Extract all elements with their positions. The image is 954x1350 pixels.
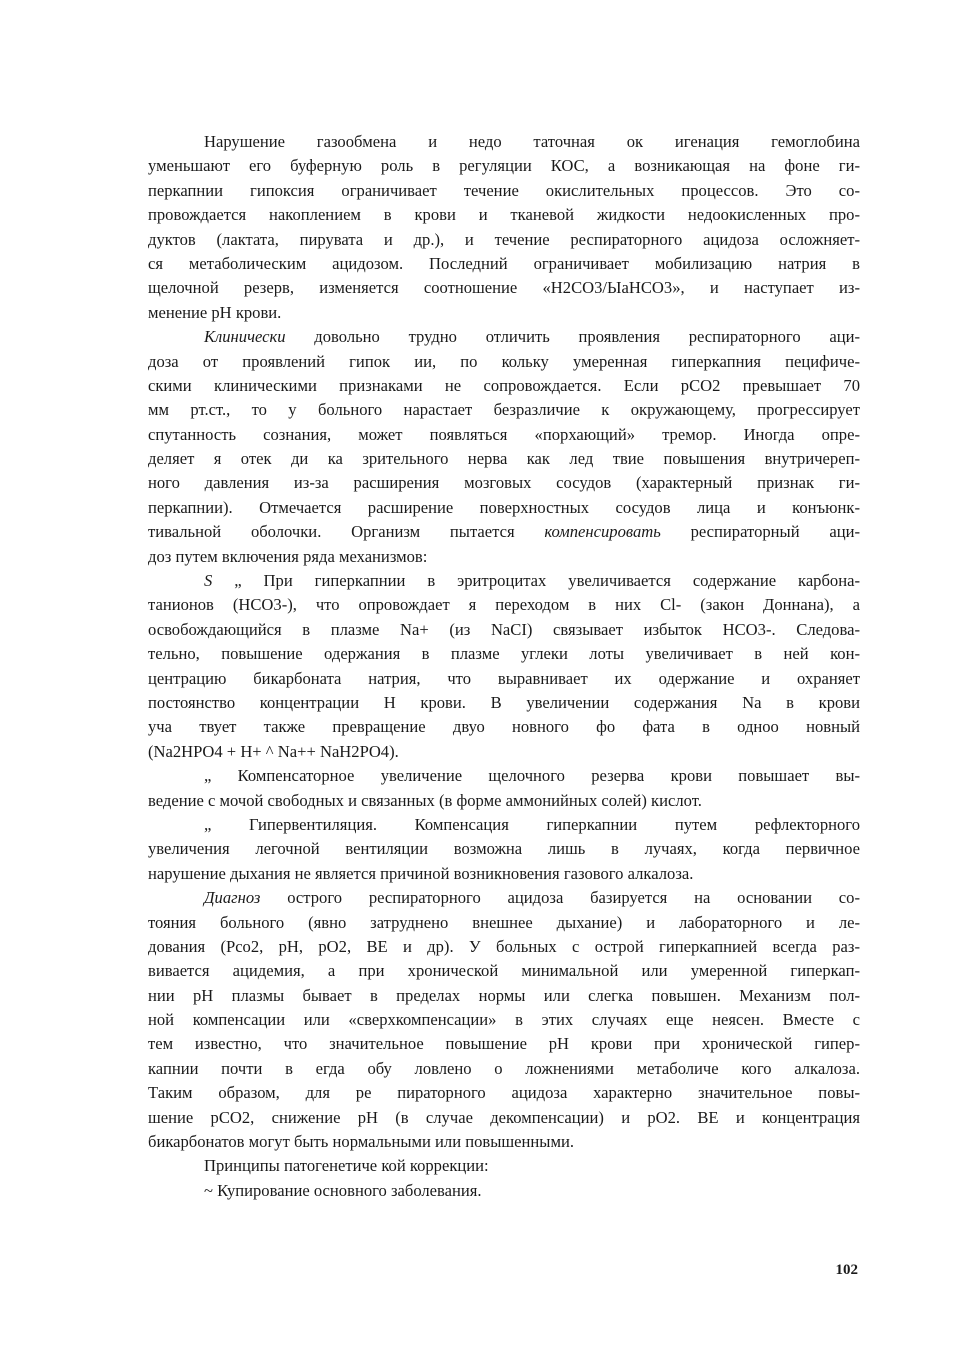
line-text: доза от проявлений гипок ии, по кольку умеренная гиперкапния пецифиче- bbox=[148, 351, 860, 371]
line-text: спутанность сознания, может появляться «порхающий» тремор. Иногда опре- bbox=[148, 424, 860, 444]
text-line bbox=[148, 959, 860, 983]
text-line bbox=[148, 667, 860, 691]
line-text: бикарбонатов могут быть нормальными или повышенными. bbox=[148, 1132, 574, 1152]
line-text: центрацию бикарбоната натрия, что выравнивает их одержание и охраняет bbox=[148, 668, 860, 688]
line-text: скими клиническими признаками не сопровождается. Если рСО2 превышает 70 bbox=[148, 375, 860, 395]
body-text bbox=[148, 130, 860, 1203]
line-text: довольно трудно отличить проявления респираторного аци- bbox=[285, 327, 860, 347]
page-number: 102 bbox=[835, 1262, 858, 1278]
text-line bbox=[148, 203, 860, 227]
text-line bbox=[148, 228, 860, 252]
line-text: Нарушение газообмена и недо таточная ок игенация гемоглобина bbox=[204, 132, 860, 151]
text-line bbox=[148, 1057, 860, 1081]
text-line bbox=[148, 496, 860, 520]
text-line bbox=[148, 984, 860, 1008]
line-text: мм рт.ст., то у больного нарастает безразличие к окружающему, прогрессирует bbox=[148, 400, 860, 420]
line-text: увеличения легочной вентиляции возможна лишь в лучаях, когда первичное bbox=[148, 839, 860, 859]
line-text: провождается накоплением в крови и тканевой жидкости недоокисленных про- bbox=[148, 205, 860, 225]
line-text: тояния больного (явно затруднено внешнее дыхание) и лабораторного и ле- bbox=[148, 912, 860, 932]
line-text: Таким образом, для ре пираторного ацидоза характерно значительное повы- bbox=[148, 1083, 860, 1103]
text-line bbox=[148, 862, 860, 886]
line-text: щелочной резерв, изменяется соотношение «H2CO3/ЫаНСО3», и наступает из- bbox=[148, 278, 860, 298]
text-line bbox=[148, 1081, 860, 1105]
text-line bbox=[148, 1106, 860, 1130]
text-line bbox=[148, 569, 860, 593]
text-line bbox=[148, 350, 860, 374]
line-text: нарушение дыхания не является причиной возникновения газового алкалоза. bbox=[148, 863, 694, 883]
line-text: ведение с мочой свободных и связанных (в форме аммонийных солей) кислот. bbox=[148, 790, 702, 810]
text-line bbox=[148, 471, 860, 495]
line-text: „ Гипервентиляция. Компенсация гиперкапнии путем рефлекторного bbox=[204, 814, 860, 834]
line-text: ся метаболическим ацидозом. Последний ограничивает мобилизацию натрия в bbox=[148, 253, 860, 273]
line-text: перкапнии гипоксия ограничивает течение окислительных процессов. Это со- bbox=[148, 180, 860, 200]
text-line bbox=[148, 813, 860, 837]
text-line bbox=[148, 740, 860, 764]
line-text: (Na2HPO4 + H+ ^ Na++ NaH2PO4). bbox=[148, 741, 399, 761]
italic-term: Клинически bbox=[204, 327, 286, 347]
line-text: уменьшают его буферную роль в регуляции КОС, а возникающая на фоне ги- bbox=[148, 156, 860, 176]
line-text: вивается ацидемия, а при хронической минимальной или умеренной гиперкап- bbox=[148, 961, 860, 981]
line-text: тельно, повышение одержания в плазме углеки лоты увеличивает в ней кон- bbox=[148, 644, 860, 664]
line-text: Принципы патогенетиче кой коррекции: bbox=[204, 1156, 489, 1176]
text-line bbox=[148, 935, 860, 959]
text-line bbox=[148, 691, 860, 715]
text-line bbox=[148, 374, 860, 398]
line-text: ной компенсации или «сверхкомпенсации» в этих случаях еще неясен. Вместе с bbox=[148, 1010, 860, 1030]
text-line bbox=[148, 398, 860, 422]
text-line bbox=[148, 911, 860, 935]
line-text: капнии почти в егда обу ловлено о ложнениями метаболиче кого алкалоза. bbox=[148, 1058, 860, 1078]
text-line bbox=[148, 520, 860, 544]
text-line bbox=[148, 837, 860, 861]
text-line bbox=[148, 715, 860, 739]
text-line bbox=[148, 764, 860, 788]
line-text: танионов (НСО3-), что опровождает я переходом в них Cl- (закон Доннана), а bbox=[148, 595, 860, 615]
line-text: тем известно, что значительное повышение рН крови при хронической гипер- bbox=[148, 1034, 860, 1054]
text-line bbox=[148, 301, 860, 325]
line-text: шение рСО2, снижение рН (в случае декомпенсации) и рО2. BE и концентрация bbox=[148, 1107, 860, 1127]
italic-term: компенсировать bbox=[544, 522, 661, 542]
text-line bbox=[148, 252, 860, 276]
line-text: респираторный аци- bbox=[660, 522, 860, 542]
text-line bbox=[148, 276, 860, 300]
text-line bbox=[148, 642, 860, 666]
text-line bbox=[148, 545, 860, 569]
text-line bbox=[148, 1008, 860, 1032]
line-text: тивальной оболочки. Организм пытается bbox=[148, 522, 545, 542]
line-text: дуктов (лактата, пирувата и др.), и течение респираторного ацидоза осложняет- bbox=[148, 229, 860, 249]
italic-term: S bbox=[204, 571, 213, 591]
text-line bbox=[148, 1154, 860, 1178]
italic-term: Диагноз bbox=[204, 888, 261, 908]
text-line bbox=[148, 886, 860, 910]
line-text: деляет я отек ди ка зрительного нерва как лед твие повышения внутричереп- bbox=[148, 449, 860, 469]
line-text: перкапнии). Отмечается расширение поверхностных сосудов лица и конъюнк- bbox=[148, 497, 860, 517]
text-line bbox=[148, 423, 860, 447]
text-line bbox=[148, 618, 860, 642]
text-line bbox=[148, 593, 860, 617]
text-line bbox=[148, 1179, 860, 1203]
line-text: менение рН крови. bbox=[148, 302, 282, 322]
line-text: „ Компенсаторное увеличение щелочного резерва крови повышает вы- bbox=[204, 766, 860, 786]
line-text: постоянство концентрации Н крови. В увеличении содержания Na в крови bbox=[148, 692, 860, 712]
line-text: острого респираторного ацидоза базируется на основании со- bbox=[260, 888, 860, 908]
text-line bbox=[148, 130, 860, 154]
line-text: ного давления из-за расширения мозговых сосудов (характерный признак ги- bbox=[148, 473, 860, 493]
text-line bbox=[148, 789, 860, 813]
text-line bbox=[148, 1032, 860, 1056]
line-text: нии рН плазмы бывает в пределах нормы или слегка повышен. Механизм пол- bbox=[148, 985, 860, 1005]
line-text: ~ Купирование основного заболевания. bbox=[204, 1180, 482, 1200]
text-line bbox=[148, 447, 860, 471]
text-line bbox=[148, 154, 860, 178]
text-line bbox=[148, 325, 860, 349]
line-text: „ При гиперкапнии в эритроцитах увеличивается содержание карбона- bbox=[212, 571, 860, 591]
text-line bbox=[148, 1130, 860, 1154]
line-text: дования (Рсо2, рН, рО2, BE и др). У больных с острой гиперкапнией всегда раз- bbox=[148, 936, 860, 956]
text-line bbox=[148, 179, 860, 203]
line-text: освобождающийся в плазме Na+ (из NaCI) связывает избыток НСО3-. Следова- bbox=[148, 619, 860, 639]
line-text: уча твует также превращение двуо новного фо фата в одноо новный bbox=[148, 717, 860, 737]
line-text: доз путем включения ряда механизмов: bbox=[148, 546, 428, 566]
